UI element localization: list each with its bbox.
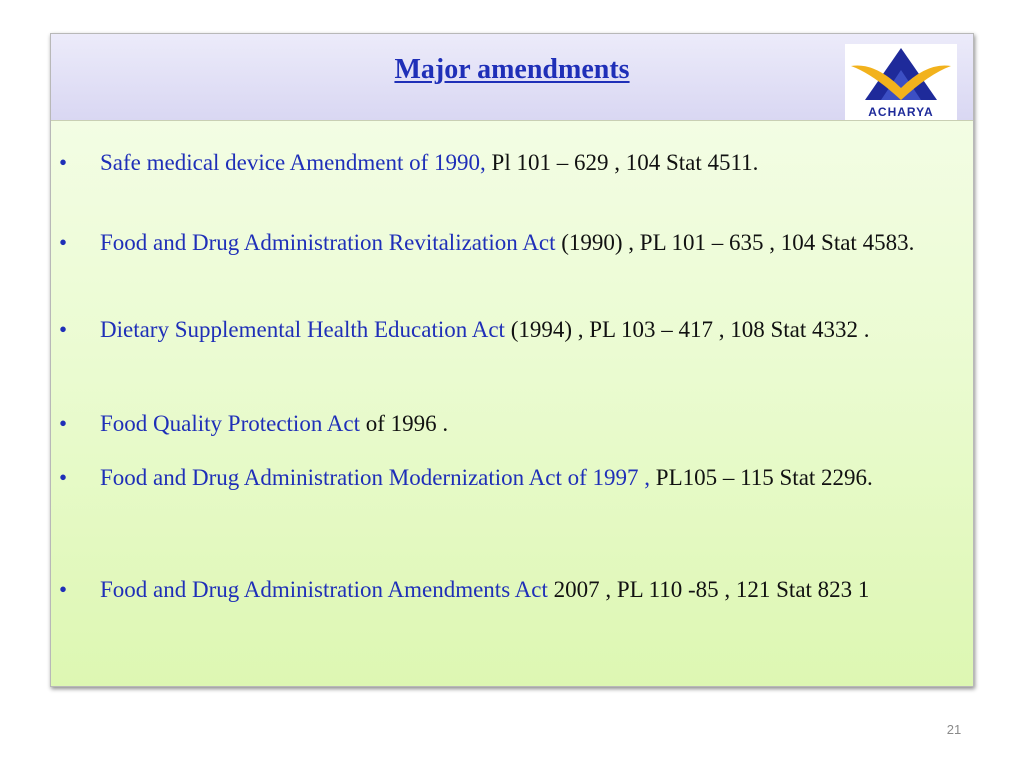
amendment-link[interactable]: Food and Drug Administration Revitalization Act	[100, 230, 556, 255]
logo-mark-icon	[845, 44, 957, 120]
slide-frame	[50, 33, 974, 687]
page-title: Major amendments	[394, 54, 630, 85]
page-number: 21	[946, 722, 962, 737]
bullet-marker: •	[59, 150, 68, 175]
logo-text: ACHARYA	[868, 105, 934, 119]
list-item-text	[100, 314, 940, 346]
bullet-marker: •	[59, 230, 68, 255]
amendment-citation: (1990) , PL 101 – 635 , 104 Stat 4583.	[555, 230, 915, 255]
acharya-logo	[845, 44, 957, 120]
amendment-link[interactable]: Dietary Supplemental Health Education Act	[100, 317, 505, 342]
bullet-marker: •	[59, 411, 68, 436]
amendment-citation: Pl 101 – 629 , 104 Stat 4511.	[485, 150, 759, 175]
list-item-text	[100, 462, 940, 494]
bullet-marker: •	[59, 317, 68, 342]
amendment-link[interactable]: Food and Drug Administration Amendments Act	[100, 577, 548, 602]
amendment-link[interactable]: Food Quality Protection Act	[100, 411, 361, 436]
amendments-list	[51, 121, 973, 687]
list-item-text	[100, 227, 940, 259]
amendment-citation: of 1996 .	[360, 411, 449, 436]
list-item-text	[100, 408, 940, 440]
bullet-marker: •	[59, 465, 68, 490]
list-item-text	[100, 147, 940, 179]
content-box	[51, 120, 973, 687]
amendment-link[interactable]: Safe medical device Amendment of 1990,	[100, 150, 486, 175]
amendment-citation: PL105 – 115 Stat 2296.	[650, 465, 873, 490]
list-item-text	[100, 574, 970, 606]
bullet-marker: •	[59, 577, 68, 602]
amendment-citation: 2007 , PL 110 -85 , 121 Stat 823 1	[547, 577, 870, 602]
amendment-link[interactable]: Food and Drug Administration Modernization Act of 1997 ,	[100, 465, 651, 490]
amendment-citation: (1994) , PL 103 – 417 , 108 Stat 4332 .	[504, 317, 870, 342]
